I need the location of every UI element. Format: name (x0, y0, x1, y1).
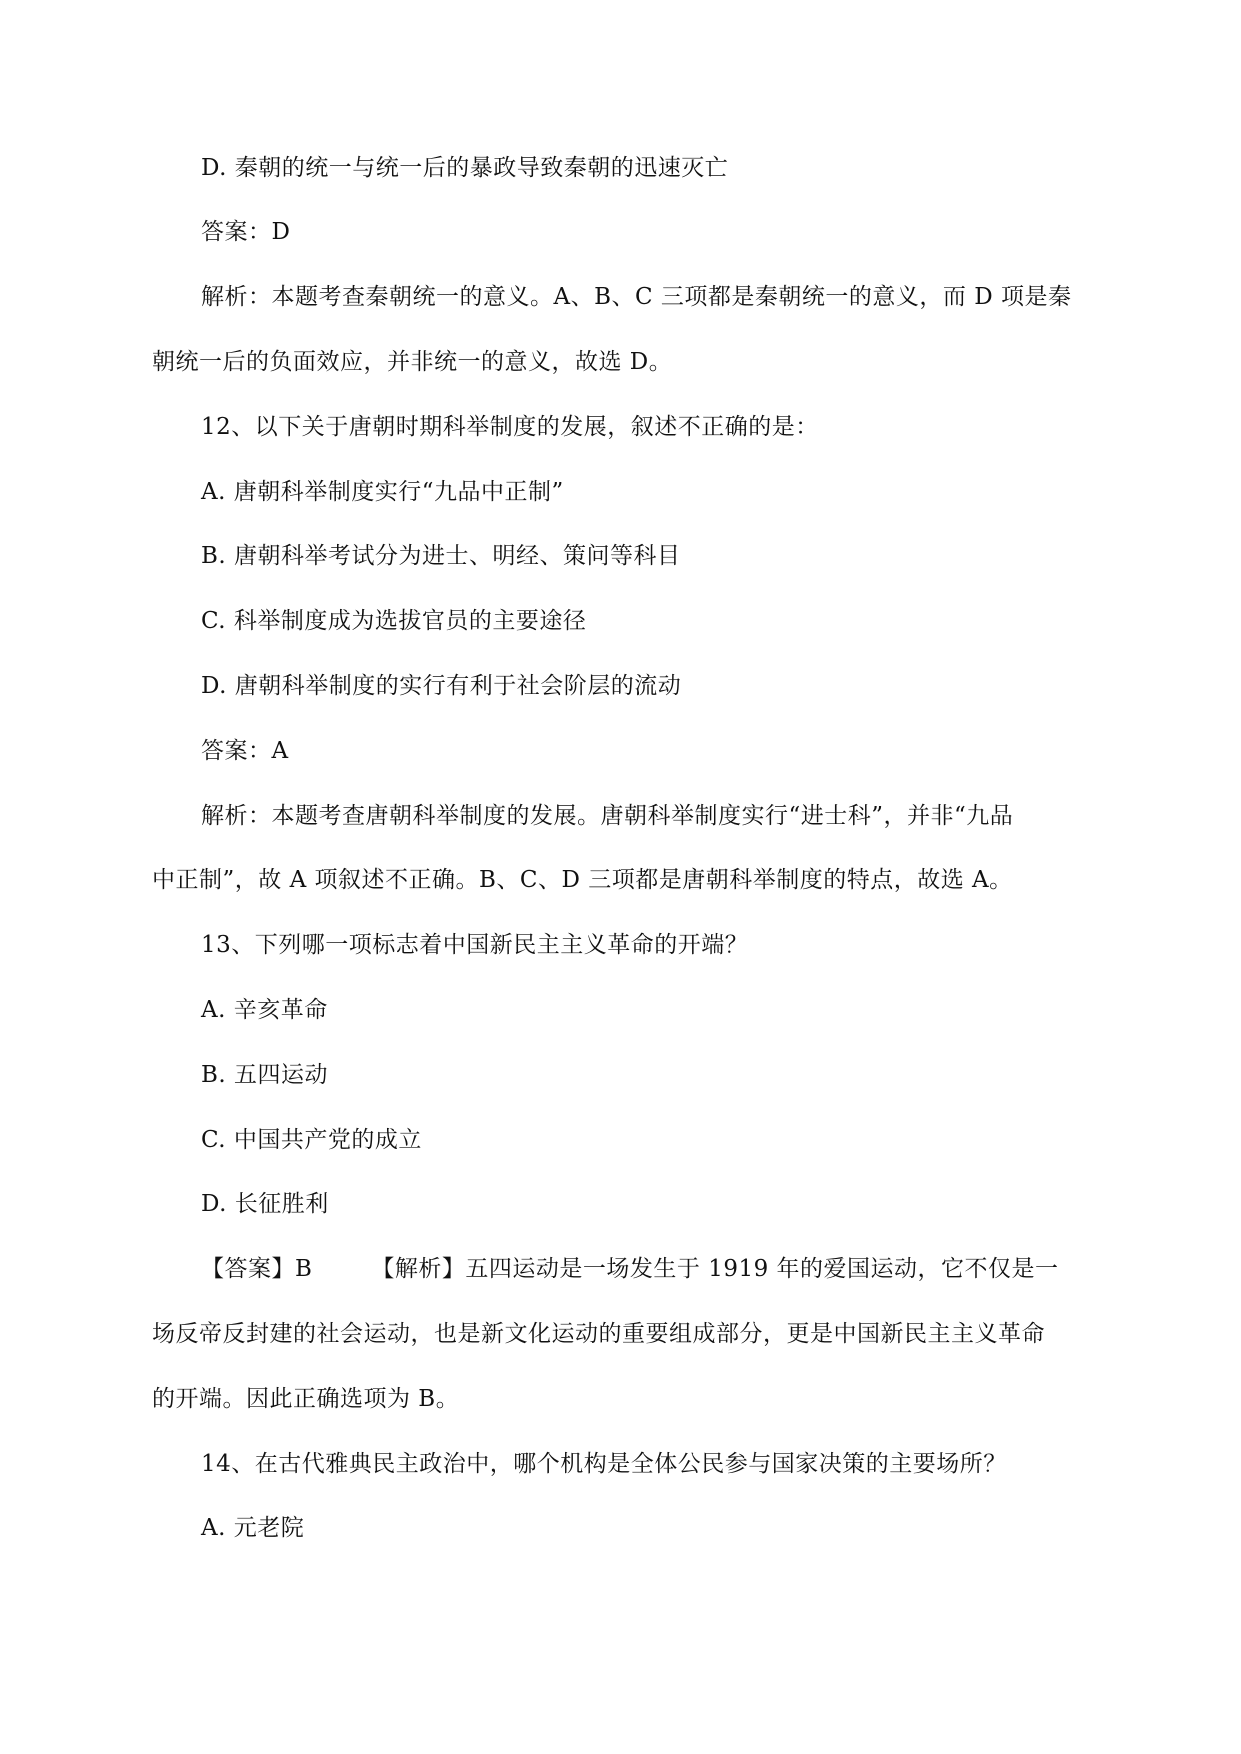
q12-explanation-line-1: 解析：本题考查唐朝科举制度的发展。唐朝科举制度实行“进士科”，并非“九品 (201, 803, 1014, 829)
q11-answer: 答案：D (201, 219, 291, 245)
q13-answer-explanation-line-3: 的开端。因此正确选项为 B。 (152, 1386, 460, 1412)
q13-answer-explanation-line-1: 【答案】B 【解析】五四运动是一场发生于 1919 年的爱国运动，它不仅是一 (201, 1256, 1059, 1282)
q14-question: 14、在古代雅典民主政治中，哪个机构是全体公民参与国家决策的主要场所？ (201, 1451, 1007, 1477)
q12-option-d: D. 唐朝科举制度的实行有利于社会阶层的流动 (201, 673, 682, 699)
q14-option-a: A. 元老院 (201, 1515, 305, 1541)
q12-option-b: B. 唐朝科举考试分为进士、明经、策问等科目 (201, 543, 681, 569)
q13-option-a: A. 辛亥革命 (201, 997, 328, 1023)
q11-explanation-line-1: 解析：本题考查秦朝统一的意义。A、B、C 三项都是秦朝统一的意义，而 D 项是秦 (201, 284, 1072, 310)
q12-question: 12、以下关于唐朝时期科举制度的发展，叙述不正确的是： (201, 414, 819, 440)
q13-option-c: C. 中国共产党的成立 (201, 1127, 422, 1153)
q13-option-b: B. 五四运动 (201, 1062, 329, 1088)
q13-option-d: D. 长征胜利 (201, 1191, 329, 1217)
q12-option-a: A. 唐朝科举制度实行“九品中正制” (201, 479, 564, 505)
q11-explanation-line-2: 朝统一后的负面效应，并非统一的意义，故选 D。 (152, 349, 673, 375)
q12-explanation-line-2: 中正制”，故 A 项叙述不正确。B、C、D 三项都是唐朝科举制度的特点，故选 A。 (152, 867, 1013, 893)
q12-option-c: C. 科举制度成为选拔官员的主要途径 (201, 608, 587, 634)
q13-answer-explanation-line-2: 场反帝反封建的社会运动，也是新文化运动的重要组成部分，更是中国新民主主义革命 (152, 1321, 1045, 1347)
q12-answer: 答案：A (201, 738, 289, 764)
q13-question: 13、下列哪一项标志着中国新民主主义革命的开端？ (201, 932, 749, 958)
q11-option-d: D. 秦朝的统一与统一后的暴政导致秦朝的迅速灭亡 (201, 155, 729, 181)
